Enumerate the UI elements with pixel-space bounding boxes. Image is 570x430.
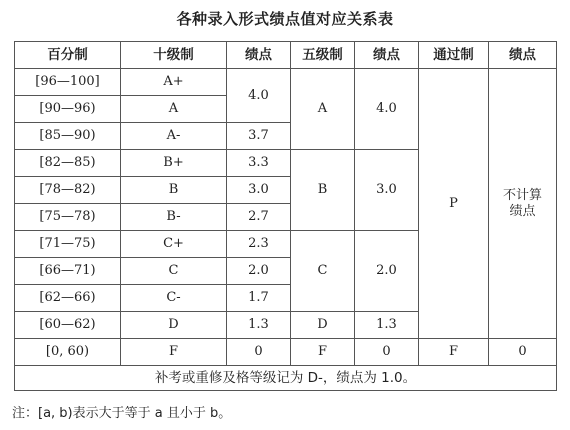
- pass-gpa-cell: [489, 69, 557, 339]
- header-row: [15, 42, 557, 69]
- five-gpa-cell: 0: [355, 339, 419, 366]
- footnote: 注：[a, b)表示大于等于 a 且小于 b。: [12, 406, 232, 421]
- five-level-cell: B: [291, 150, 355, 231]
- table-row: [15, 69, 557, 96]
- five-gpa-cell: 4.0: [355, 69, 419, 150]
- range-cell: [90—96): [15, 96, 121, 123]
- five-gpa-cell: 2.0: [355, 231, 419, 312]
- range-cell: [71—75): [15, 231, 121, 258]
- table-row: [15, 339, 557, 366]
- five-level-cell: A: [291, 69, 355, 150]
- header-gpa: 绩点: [355, 42, 419, 69]
- gpa-cell: 2.0: [227, 258, 291, 285]
- ten-level-cell: D: [121, 312, 227, 339]
- five-gpa-cell: 3.0: [355, 150, 419, 231]
- header-five-level: 五级制: [291, 42, 355, 69]
- range-cell: [60—62): [15, 312, 121, 339]
- pass-cell: F: [419, 339, 489, 366]
- ten-level-cell: C-: [121, 285, 227, 312]
- gpa-cell: 4.0: [227, 69, 291, 123]
- gpa-cell: 2.3: [227, 231, 291, 258]
- retake-note: 补考或重修及格等级记为 D-，绩点为 1.0。: [15, 366, 557, 391]
- gpa-cell: 3.0: [227, 177, 291, 204]
- footer-row: [15, 366, 557, 391]
- gpa-cell: 1.7: [227, 285, 291, 312]
- gpa-cell: 0: [227, 339, 291, 366]
- header-percent: 百分制: [15, 42, 121, 69]
- ten-level-cell: C: [121, 258, 227, 285]
- range-cell: [82—85): [15, 150, 121, 177]
- range-cell: [66—71): [15, 258, 121, 285]
- pass-gpa-cell: 0: [489, 339, 557, 366]
- gpa-cell: 1.3: [227, 312, 291, 339]
- header-gpa: 绩点: [227, 42, 291, 69]
- ten-level-cell: B: [121, 177, 227, 204]
- gpa-cell: 2.7: [227, 204, 291, 231]
- grade-conversion-table: [14, 41, 557, 391]
- gpa-cell: 3.3: [227, 150, 291, 177]
- ten-level-cell: B-: [121, 204, 227, 231]
- range-cell: [85—90): [15, 123, 121, 150]
- five-gpa-cell: 1.3: [355, 312, 419, 339]
- ten-level-cell: B+: [121, 150, 227, 177]
- five-level-cell: D: [291, 312, 355, 339]
- pass-cell: P: [419, 69, 489, 339]
- ten-level-cell: A+: [121, 69, 227, 96]
- header-ten-level: 十级制: [121, 42, 227, 69]
- range-cell: [96—100]: [15, 69, 121, 96]
- header-gpa: 绩点: [489, 42, 557, 69]
- header-pass: 通过制: [419, 42, 489, 69]
- ten-level-cell: F: [121, 339, 227, 366]
- range-cell: [0, 60): [15, 339, 121, 366]
- range-cell: [75—78): [15, 204, 121, 231]
- ten-level-cell: A: [121, 96, 227, 123]
- ten-level-cell: C+: [121, 231, 227, 258]
- range-cell: [62—66): [15, 285, 121, 312]
- ten-level-cell: A-: [121, 123, 227, 150]
- table-title: 各种录入形式绩点值对应关系表: [176, 10, 394, 28]
- pass-note-line1: 不计算: [502, 187, 542, 203]
- pass-note-line2: 绩点: [509, 203, 536, 219]
- five-level-cell: F: [291, 339, 355, 366]
- range-cell: [78—82): [15, 177, 121, 204]
- five-level-cell: C: [291, 231, 355, 312]
- gpa-cell: 3.7: [227, 123, 291, 150]
